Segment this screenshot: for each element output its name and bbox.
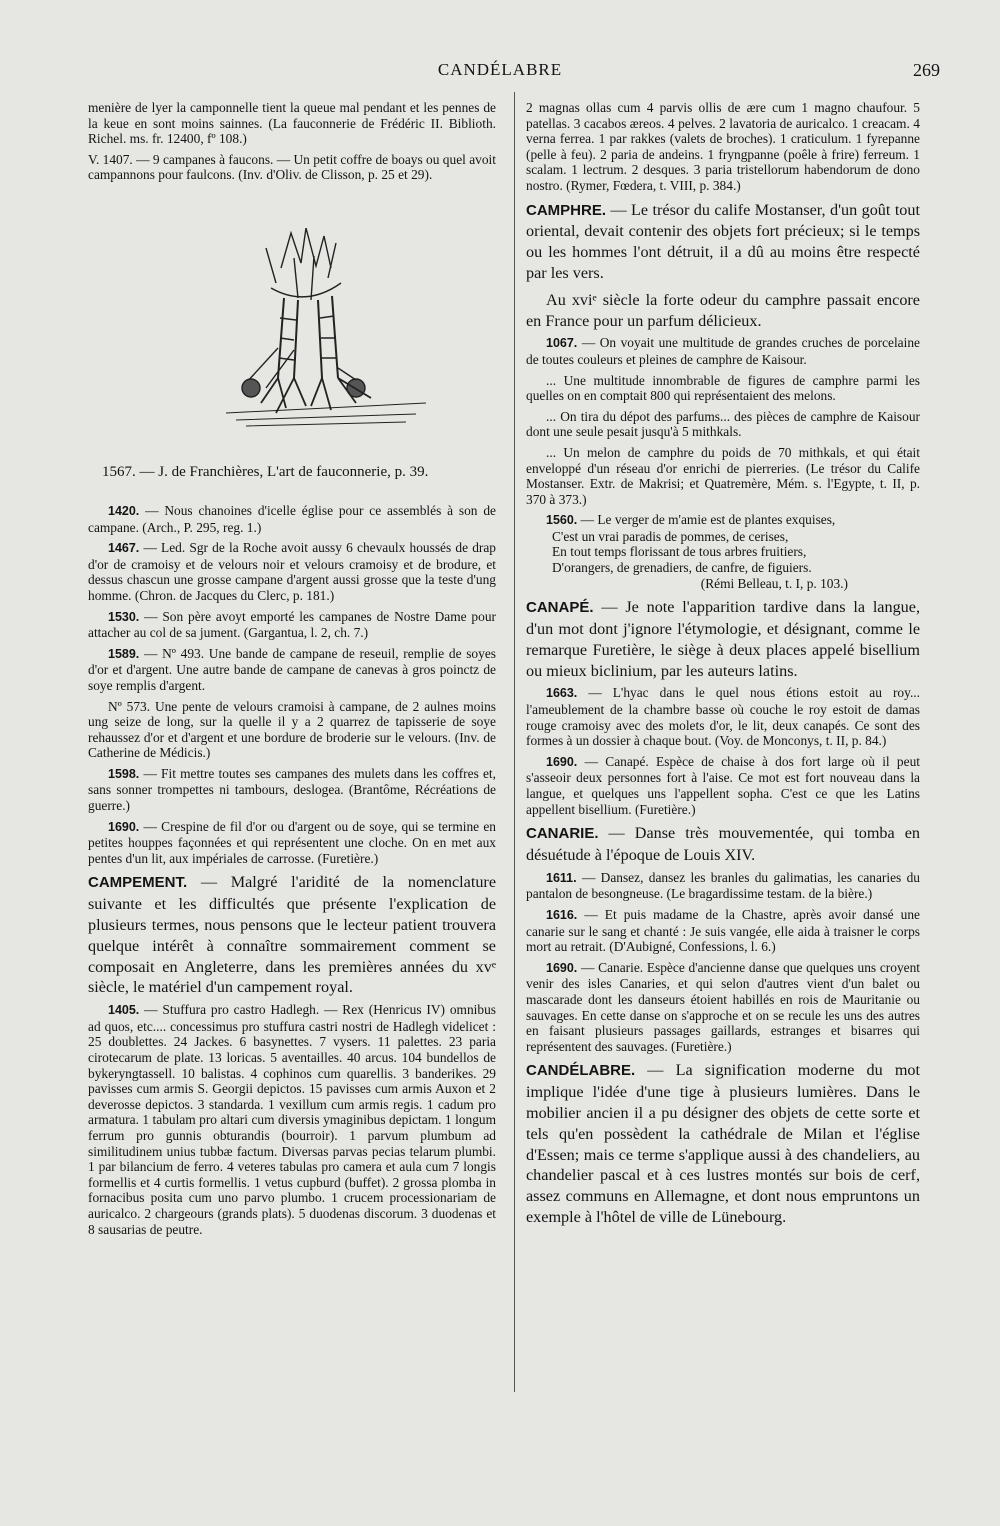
- entry: [88, 646, 496, 694]
- entry-year: 1663.: [546, 686, 578, 701]
- entry-year: 1420.: [108, 503, 140, 518]
- falcon-legs-engraving: [206, 228, 446, 438]
- right-column: [526, 100, 920, 1232]
- entry: [88, 1002, 496, 1237]
- entry: [88, 766, 496, 814]
- verse-signature: (Rémi Belleau, t. I, p. 103.): [700, 575, 848, 591]
- entry-year: 1067.: [546, 336, 578, 351]
- article-text: — Malgré l'aridité de la nomenclature suivante et les difficultés que présente l'explication de plusieurs termes, nous pensons que le lecteur patient trouvera quelque intérêt à connaître sommairement comment se composait en Angleterre, dans les premières années du xvᵉ siècle, le matériel d'un campement royal.: [88, 873, 497, 997]
- paragraph: 2 magnas ollas cum 4 parvis ollis de ære cum 1 magno chaufour. 5 patellas. 3 cacabos æreos. 4 pelves. 2 lavatoria de auricalco. 1 creacam. 4 verna ferrea. 1 par rakkes (valets de broches). 1 craticulum. 1 fyrepanne (pelle à feu). 2 paria de andeins. 1 fryngpanne (poêle à frire) ferreum. 1 scalam. 1 lectrum. 2 desques. 3 paria tristellorum habendorum de dono nostro. (Rymer, Fœdera, t. VIII, p. 384.): [526, 100, 920, 193]
- verse-line: En tout temps florissant de tous arbres fruitiers,: [552, 544, 807, 560]
- entry: [88, 540, 496, 603]
- figure-caption: 1567. — J. de Franchières, L'art de fauconnerie, p. 39.: [102, 463, 429, 480]
- entry-year: 1467.: [108, 541, 140, 556]
- paragraph: ... Une multitude innombrable de figures de camphre parmi les quelles on en comptait 800 qui représentaient des melons.: [526, 372, 920, 404]
- article-text: — Danse très mouvementée, qui tomba en désuétude à l'époque de Louis XIV.: [526, 824, 920, 864]
- article-campement: [88, 872, 496, 998]
- entry-text: — On voyait une multitude de grandes cruches de porcelaine de toutes couleurs et pleines de camphre de Kaisour.: [526, 335, 920, 367]
- entry-text: — Fit mettre toutes ses campanes des mulets dans les coffres et, sans sonner trompettes ni tambours, deslogea. (Brantôme, Récréations de guerre.): [88, 765, 496, 814]
- entry-year: 1690.: [108, 819, 140, 834]
- entry-text: — Nº 493. Une bande de campane de reseuil, remplie de soyes d'or et d'argent. Une autre bande de campane de canevas à gros poinctz de soye remplis d'argent.: [88, 645, 496, 693]
- entry-text: — Canarie. Espèce d'ancienne danse que quelques uns croyent venir des isles Canaries, et qui selon d'autres vient d'un balet ou mascarade dont les danseurs étoient habillés en rois de Mauritanie ou sauvages. En cette danse on s'approche et on se recule les uns des autres en faisant plusieurs passages gaillards, estranges et bisarres qui représentent des sauvages. (Furetière.): [526, 959, 920, 1054]
- entry-text: — Led. Sgr de la Roche avoit aussy 6 chevaulx houssés de drap d'or de cramoisy et de velours noir et velours cramoisy et de brodure, et dessus chascun une grosse campane d'argent aussi grosse que la teste d'ung homme. (Chron. de Jacques du Clerc, p. 181.): [88, 540, 496, 603]
- entry: [526, 754, 920, 817]
- paragraph: menière de lyer la camponnelle tient la queue mal pendant et les pennes de la keue en sont moins sainnes. (La fauconnerie de Frédéric II. Biblioth. Richel. ms. fr. 12400, fº 108.): [88, 100, 496, 147]
- paragraph: ... Un melon de camphre du poids de 70 mithkals, et qui était enveloppé d'un réseau d'or enrichi de pierreries. (Le trésor du Calife Mostanser. Extr. de Makrisi; et Quatremère, Mém. s. l'Egypte, t. II, p. 370 à 373.): [526, 444, 920, 507]
- running-header: CANDÉLABRE: [437, 60, 563, 79]
- verse-line: — Le verger de m'amie est de plantes exquises,: [580, 512, 836, 528]
- entry: [526, 335, 920, 367]
- entry-year: 1611.: [546, 870, 577, 885]
- entry-text: — Canapé. Espèce de chaise à dos fort large où il peut s'asseoir deux personnes fort à l'aise. Ce mot est fort nouveau dans la langue, et quelques uns l'appellent sopha. C'est ce que les Latins appellent bisellium. (Furetière.): [526, 753, 920, 817]
- verse-line: D'orangers, de grenadiers, de canfre, de figuiers.: [552, 560, 812, 576]
- entry: [88, 819, 496, 867]
- article-canape: [526, 597, 920, 681]
- article-heading: CAMPHRE.: [526, 201, 607, 219]
- entry-text: — Dansez, dansez les branles du galimatias, les canaries du pantalon de besongneuse. (Le bragardissime testam. de la bière.): [526, 869, 920, 902]
- entry-text: — Stuffura pro castro Hadlegh. — Rex (Henricus IV) omnibus ad quos, etc.... concessimus pro stuffura castri nostri de Hadlegh videlicet : 25 doublettes. 24 Jackes. 6 basynettes. 7 vysers. 11 palettes. 23 paria cirotecarum de plate. 13 loricas. 5 aventailles. 40 arcus. 104 bundellos de bykeryngtassell. 10 balistas. 4 cophinos cum quarellis. 3 banderikes. 29 pavisses cum armis S. Georgii depictos. 15 pavisses cum armis Auxon et 2 deverosse depictos. 3 standarda. 1 vexillum cum armis regis. 1 cadum pro armatura. 1 tabulam pro altari cum diversis ymaginibus depictam. 1 longum ferrum pro gunnis obturandis (bourroir). 1 parvum plumbum ad similitudinem unius tubbæ factum. Diversas parvas pecias telarum plumbi. 1 par bilancium de ferro. 4 veteres tabulas pro camera et aula cum 7 longis formellis et 4 curtis formellis. 1 vetus cupburd (buffet). 2 grossa plomba in fornacibus posita cum uno parvo plumbo. 1 crucem processionariam de auricalco. 2 chargeours (grands plats). 5 duodenas discorum. 3 duodenas et 8 sausarias de peutre.: [88, 1002, 496, 1237]
- entry-year: 1560.: [546, 513, 578, 528]
- left-column: [88, 100, 496, 1242]
- article-camphre: [526, 200, 920, 284]
- entry-year: 1690.: [546, 754, 578, 769]
- entry: [526, 870, 920, 902]
- article-heading: CANAPÉ.: [526, 599, 594, 617]
- article-heading: CAMPEMENT.: [88, 874, 188, 892]
- paragraph: V. 1407. — 9 campanes à faucons. — Un petit coffre de boays ou quel avoit campannons pour faulcons. (Inv. d'Oliv. de Clisson, p. 25 et 29).: [88, 151, 496, 183]
- entry: [88, 609, 496, 641]
- entry: [526, 960, 920, 1055]
- article-candelabre: [526, 1060, 920, 1227]
- article-text: — Le trésor du calife Mostanser, d'un goût tout oriental, devait contenir des objets fort précieux; si le temps ou les hommes l'ont détruit, il a dû au moins être respecté par les vers.: [526, 200, 920, 282]
- entry-text: — Son père avoyt emporté les campanes de Nostre Dame pour attacher au col de sa jument. (Gargantua, l. 2, ch. 7.): [88, 608, 496, 641]
- paragraph: Au xviᵉ siècle la forte odeur du camphre passait encore en France pour un parfum délicieux.: [526, 290, 920, 330]
- entry-year: 1530.: [108, 609, 140, 624]
- entry: [526, 907, 920, 955]
- article-heading: CANDÉLABRE.: [526, 1062, 636, 1080]
- entry: [526, 685, 920, 748]
- entry-text: — L'hyac dans le quel nous étions estoit au roy... l'ameublement de la chambre basse où couche le roy estoit de damas rouge cramoisy avec des molets d'or, le lit, deux canapés. Ce sont des formes à un dossier à chaque bout. (Voy. de Monconys, t. II, p. 84.): [526, 685, 920, 749]
- article-heading: CANARIE.: [526, 825, 599, 843]
- entry-text: — Crespine de fil d'or ou d'argent ou de soye, qui se termine en petites houppes façonnées et qui représentent une cloche. On en met aux pentes d'un lit, aux impériales de carrosse. (Furetière.): [88, 818, 496, 866]
- entry-text: — Nous chanoines d'icelle église pour ce assemblés à son de campane. (Arch., P. 295, reg. 1.): [88, 502, 496, 535]
- entry-text: — Et puis madame de la Chastre, après avoir dansé une canarie sur le sang et chanté : Je suis vangée, elle aida à traisner le corps mort au retrait. (D'Aubigné, Confessions, l. 6.): [526, 906, 920, 955]
- paragraph: ... On tira du dépot des parfums... des pièces de camphre de Kaisour dont une seule pesait jusqu'à 5 mithkals.: [526, 408, 920, 440]
- entry-year: 1589.: [108, 646, 140, 661]
- entry: [88, 503, 496, 535]
- paragraph: Nº 573. Une pente de velours cramoisi à campane, de 2 aulnes moins ung seize de long, sur la quelle il y a 2 quarrez de tapisserie de soye rehaussez d'or et d'argent et une bordure de broderie sur le velours. (Inv. de Catherine de Médicis.): [88, 698, 496, 761]
- article-text: — Je note l'apparition tardive dans la langue, d'un mot dont j'ignore l'étymologie, et désignant, comme le remarque Furetière, le siège à deux places appelé bisellium ou mieux biclinium, par les auteurs latins.: [526, 598, 921, 680]
- column-divider: [514, 92, 515, 1392]
- entry-year: 1690.: [546, 960, 578, 975]
- article-canarie: [526, 823, 920, 866]
- entry-year: 1598.: [108, 766, 140, 781]
- page-number: 269: [913, 60, 940, 80]
- entry-year: 1405.: [108, 1003, 140, 1018]
- verse-line: C'est un vrai paradis de pommes, de cerises,: [552, 528, 789, 544]
- article-text: — La signification moderne du mot implique l'idée d'une tige à plusieurs lumières. Dans le mobilier ancien il a pu désigner des objets de cette sorte et tels qu'en possèdent la cathédrale de Milan et l'église d'Essen; mais ce terme s'applique aussi à des chandeliers, au chandelier pascal et à ces lustres montés sur bois de cerf, assez communs en Allemagne, et dont nous empruntons un exemple à l'hôtel de ville de Lünebourg.: [526, 1061, 920, 1226]
- entry: [526, 512, 920, 529]
- entry-year: 1616.: [546, 907, 578, 922]
